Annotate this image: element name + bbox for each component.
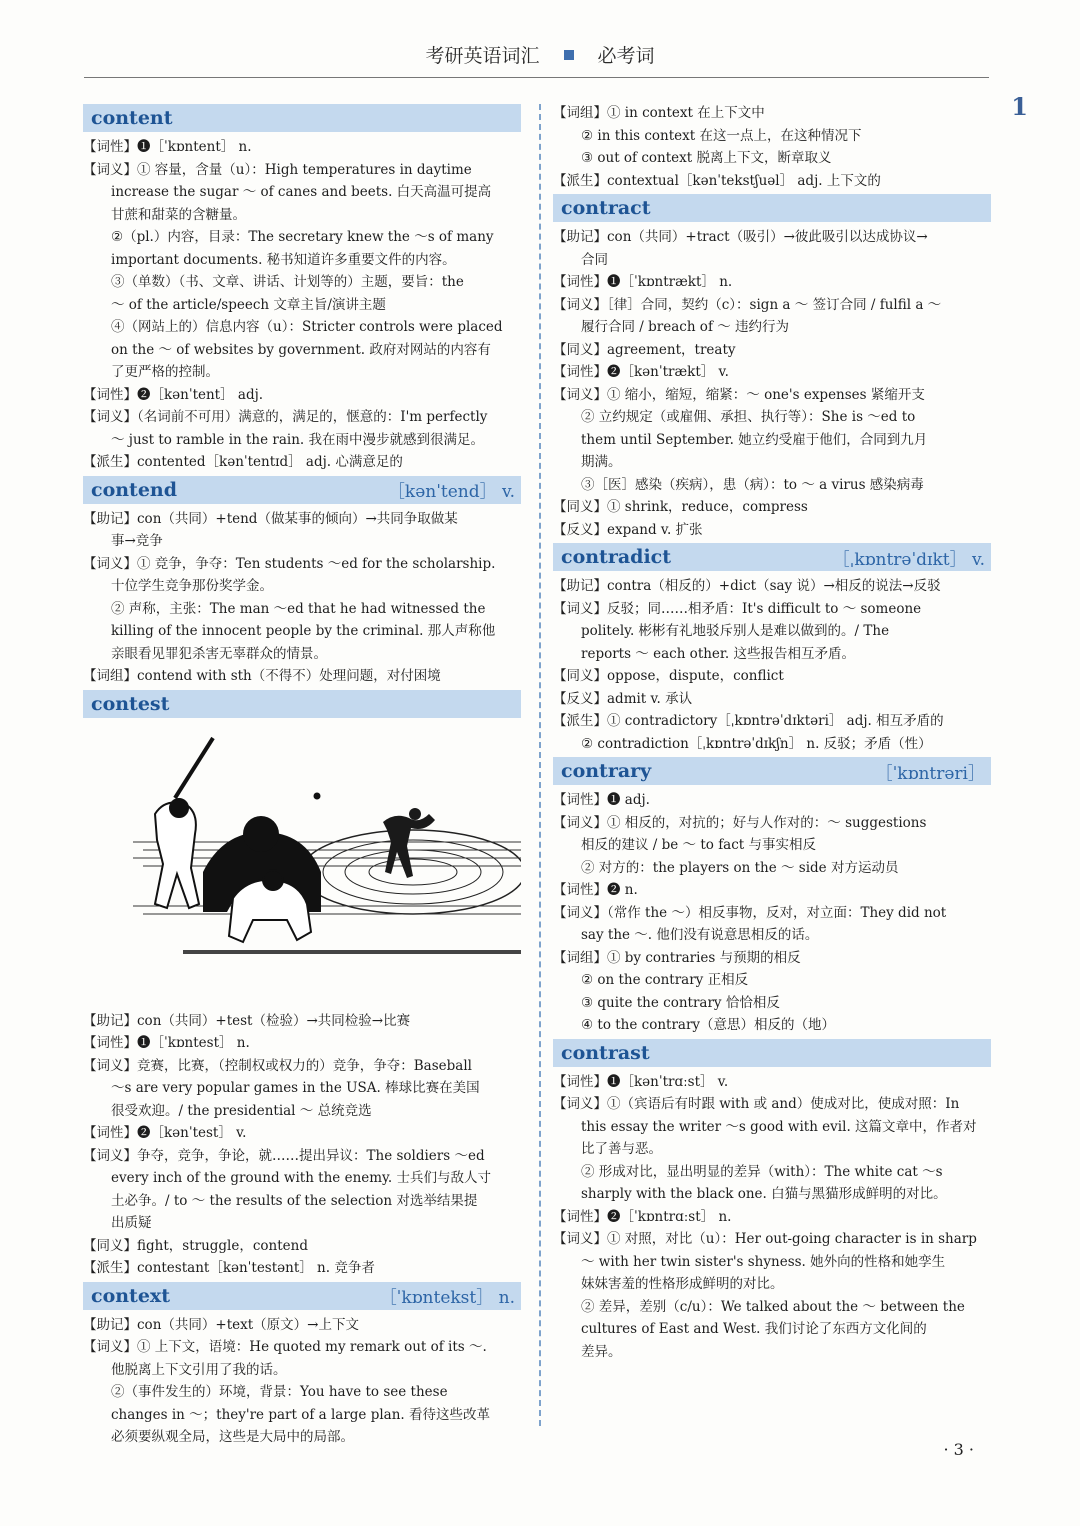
- headword-bar: [83, 690, 521, 718]
- entry-line: 【助记】con（共同）+test（检验）→共同检验→比赛: [83, 1012, 411, 1029]
- entry-line: 事→竞争: [111, 533, 163, 549]
- entry-line: 【词义】① 容量，含量（u）：High temperatures in daytime: [83, 161, 472, 178]
- entry-line: 履行合同 / breach of ～ 违约行为: [581, 319, 790, 335]
- headword-bar: [83, 104, 521, 132]
- entry-line: this essay the writer ～s good with evil. 这篇文章中，作者对: [581, 1118, 977, 1135]
- headword: contract: [561, 197, 651, 219]
- header-rule: [84, 77, 989, 78]
- headword-phonetic: ［ˈkɒntekst］ n.: [379, 1288, 515, 1308]
- entry-line: 差异。: [581, 1343, 622, 1360]
- entry-line: say the ～. 他们没有说意思相反的话。: [581, 927, 819, 943]
- entry-line: 相反的建议 / be ～ to fact 与事实相反: [581, 837, 817, 853]
- entry-line: 【派生】contented［kənˈtentɪd］ adj. 心满意足的: [83, 454, 403, 470]
- right-column: [553, 102, 991, 1363]
- entry-line: 【词组】contend with sth（不得不）处理问题，对付困境: [83, 668, 441, 684]
- entry-line: on the ～ of websites by government. 政府对网站的内容有: [111, 341, 491, 358]
- entry-line: 【词性】❷［ˈkɒntrɑːst］ n.: [553, 1208, 732, 1225]
- entry-line: 【词性】❷ n.: [553, 882, 638, 898]
- entry-line: 【助记】contra（相反的）+dict（say 说）→相反的说法→反驳: [553, 578, 941, 594]
- entry-line: 【词性】❶［kənˈtrɑːst］ v.: [553, 1073, 729, 1090]
- entry-line: every inch of the ground with the enemy. 士兵们与敌人寸: [111, 1170, 491, 1186]
- entry-line: ③ quite the contrary 恰恰相反: [581, 994, 780, 1011]
- entry-line: 【词性】❶［ˈkɒntest］ n.: [83, 1035, 250, 1051]
- entry-line: 【词组】① in context 在上下文中: [553, 105, 765, 121]
- entry-line: 【助记】con（共同）+text（原文）→上下文: [83, 1316, 359, 1333]
- entry-line: 【反义】expand v. 扩张: [553, 521, 703, 538]
- entry-line: ② 形成对比，显出明显的差异（with）：The white cat ～s: [581, 1163, 943, 1180]
- entry-line: 比了善与恶。: [581, 1141, 662, 1157]
- entry-line: important documents. 秘书知道许多重要文件的内容。: [111, 251, 456, 268]
- entry-line: 亲眼看见罪犯杀害无辜群众的情景。: [111, 645, 327, 662]
- headword-bar: [83, 476, 521, 504]
- entry-line: ②（pl.）内容，目录：The secretary knew the ～s of many: [111, 229, 494, 245]
- entry-line: ② 立约规定（或雇佣、承担、执行等）：She is ～ed to: [581, 409, 916, 425]
- entry-line: ～ of the article/speech 文章主旨/演讲主题: [111, 296, 386, 313]
- entry-line: 【词义】争夺，竞争，争论，就……提出异议：The soldiers ～ed: [83, 1147, 485, 1164]
- entry-line: ～ with her twin sister's shyness. 她外向的性格和她孪生: [581, 1253, 946, 1270]
- entry-line: 【词义】竞赛，比赛，（控制权或权力的）竞争，争夺：Baseball: [83, 1057, 472, 1074]
- headword-bar: [553, 543, 991, 571]
- entry-line: 【词性】❶［ˈkɒntent］ n.: [83, 139, 252, 155]
- entry-line: ③ out of context 脱离上下文，断章取义: [581, 150, 832, 166]
- entry-line: ② 声称，主张：The man ～ed that he had witnessed the: [111, 600, 486, 617]
- entry-line: 【词义】① 竞争，争夺：Ten students ～ed for the scholarship.: [83, 555, 496, 572]
- entry-line: ③（单数）（书、文章、讲话、计划等的）主题，要旨：the: [111, 274, 464, 290]
- entry-line: 合同: [581, 251, 608, 268]
- entry-line: politely. 彬彬有礼地驳斥别人是难以做到的。/ The: [581, 623, 890, 639]
- entry-line: 必须要纵观全局，这些是大局中的局部。: [111, 1429, 354, 1445]
- headword-bar: [553, 757, 991, 785]
- entry-line: 妹妹害羞的性格形成鲜明的对比。: [581, 1276, 784, 1292]
- entry-line: 【词性】❷［kənˈtest］ v.: [83, 1125, 247, 1141]
- entry-line: 【助记】con（共同）+tract（吸引）→彼此吸引以达成协议→: [553, 229, 928, 245]
- entry-line: 【派生】contestant［kənˈtestənt］ n. 竞争者: [83, 1260, 375, 1276]
- entry-line: ④ to the contrary（意思）相反的（地）: [581, 1017, 836, 1033]
- entry-line: 【助记】con（共同）+tend（做某事的倾向）→共同争取做某: [83, 510, 458, 527]
- entry-line: 【词组】① by contraries 与预期的相反: [553, 949, 801, 966]
- headword-phonetic: ［ˌkɒntrəˈdɪkt］ v.: [832, 549, 985, 570]
- header-book-title: 考研英语词汇: [425, 45, 540, 67]
- headword: context: [91, 1284, 171, 1307]
- entry-line: 【同义】oppose，dispute，conflict: [553, 668, 784, 684]
- headword-bar: [553, 194, 991, 222]
- entry-line: ～s are very popular games in the USA. 棒球比赛在美国: [111, 1080, 480, 1096]
- headword-phonetic: ［ˈkɒntrəri］: [875, 763, 985, 784]
- entry-line: 【词义】①（宾语后有时跟 with 或 and）使成对比，使成对照：In: [553, 1096, 960, 1112]
- baseball-illustration: [83, 722, 521, 1008]
- section-number: 1: [1011, 92, 1028, 121]
- entry-line: 甘蔗和甜菜的含糖量。: [111, 206, 246, 223]
- entry-line: ～ just to ramble in the rain. 我在雨中漫步就感到很满足。: [111, 431, 485, 448]
- entry-line: ② 对方的：the players on the ～ side 对方运动员: [581, 859, 899, 876]
- headword-phonetic: ［kənˈtend］ v.: [387, 482, 515, 502]
- entry-line: 【同义】fight，struggle，contend: [83, 1237, 308, 1254]
- left-column: [83, 102, 521, 1449]
- entry-line: 十位学生竞争那份奖学金。: [111, 578, 273, 594]
- headword: contradict: [561, 546, 672, 568]
- entry-line: 【词义】① 上下文，语境：He quoted my remark out of its ～.: [83, 1339, 487, 1355]
- entry-line: 期满。: [581, 454, 622, 470]
- headword: contrast: [561, 1041, 650, 1064]
- entry-line: ② in this context 在这一点上，在这种情况下: [581, 127, 862, 144]
- entry-line: 【同义】agreement，treaty: [553, 341, 736, 358]
- entry-line: 他脱离上下文引用了我的话。: [111, 1361, 287, 1378]
- running-header: [0, 36, 1080, 76]
- entry-line: 【反义】admit v. 承认: [553, 690, 693, 707]
- entry-line: 【词义】（名词前不可用）满意的，满足的，惬意的：I'm perfectly: [83, 409, 488, 425]
- entry-line: them until September. 她立约受雇于他们，合同到九月: [581, 431, 928, 448]
- entry-line: ② on the contrary 正相反: [581, 972, 749, 988]
- entry-line: ②（事件发生的）环境，背景：You have to see these: [111, 1384, 448, 1400]
- header-square-icon: [564, 50, 574, 60]
- entry-line: ③［医］感染（疾病），患（病）：to ～ a virus 感染病毒: [581, 476, 924, 493]
- entry-line: 【词性】❶［ˈkɒntrækt］ n.: [553, 274, 733, 290]
- page-number: · 3 ·: [943, 1440, 974, 1459]
- entry-line: 出质疑: [111, 1215, 152, 1231]
- entry-line: 土必争。/ to ～ the results of the selection 对选举结果提: [111, 1192, 478, 1209]
- entry-line: sharply with the black one. 白猫与黑猫形成鲜明的对比。: [581, 1186, 947, 1202]
- headword: contest: [91, 692, 170, 715]
- entry-line: cultures of East and West. 我们讨论了东西方文化间的: [581, 1321, 927, 1337]
- headword-bar: [553, 1039, 991, 1067]
- entry-line: 【词性】❷［kənˈtent］ adj.: [83, 386, 264, 403]
- entry-line: 【词义】［律］合同，契约（c）：sign a ～ 签订合同 / fulfil a ～: [553, 296, 942, 313]
- column-divider: [539, 104, 541, 1426]
- entry-line: ② 差异，差别（c/u）：We talked about the ～ between the: [581, 1298, 965, 1315]
- headword: contend: [91, 478, 178, 501]
- entry-line: 【词义】① 对照，对比（u）：Her out-going character is in sharp: [553, 1231, 977, 1247]
- entry-line: 【词义】① 缩小，缩短，缩紧：～ one's expenses 紧缩开支: [553, 386, 925, 403]
- entry-line: 【派生】① contradictory［ˌkɒntrəˈdɪktəri］ adj. 相互矛盾的: [553, 713, 944, 729]
- headword-bar: [83, 1282, 521, 1310]
- entry-line: reports ～ each other. 这些报告相互矛盾。: [581, 645, 855, 662]
- entry-line: increase the sugar ～ of canes and beets. 白天高温可提高: [111, 184, 492, 200]
- entry-line: changes in ～；they're part of a large plan. 看待这些改革: [111, 1406, 490, 1423]
- headword: content: [91, 107, 173, 129]
- entry-line: 【词性】❷［kənˈtrækt］ v.: [553, 364, 729, 380]
- entry-line: 【派生】contextual［kənˈtekstʃuəl］ adj. 上下文的: [553, 172, 881, 189]
- entry-line: 了更严格的控制。: [111, 364, 219, 380]
- entry-line: 【词性】❶ adj.: [553, 792, 650, 808]
- header-section-title: 必考词: [597, 45, 655, 67]
- entry-line: 【词义】① 相反的，对抗的；好与人作对的：～ suggestions: [553, 814, 927, 831]
- entry-line: 【词义】反驳；同……相矛盾：It's difficult to ～ someone: [553, 600, 922, 617]
- entry-line: 很受欢迎。/ the presidential ～ 总统竞选: [111, 1102, 372, 1119]
- headword: contrary: [561, 760, 652, 782]
- entry-line: ④（网站上的）信息内容（u）：Stricter controls were placed: [111, 319, 503, 335]
- entry-line: ② contradiction［ˌkɒntrəˈdɪkʃn］ n. 反驳；矛盾（性）: [581, 735, 932, 752]
- entry-line: 【词义】（常作 the ～）相反事物，反对，对立面：They did not: [553, 904, 947, 921]
- baseball-illustration-svg: [83, 722, 521, 1008]
- entry-line: 【同义】① shrink，reduce，compress: [553, 499, 808, 515]
- entry-line: killing of the innocent people by the criminal. 那人声称他: [111, 623, 496, 639]
